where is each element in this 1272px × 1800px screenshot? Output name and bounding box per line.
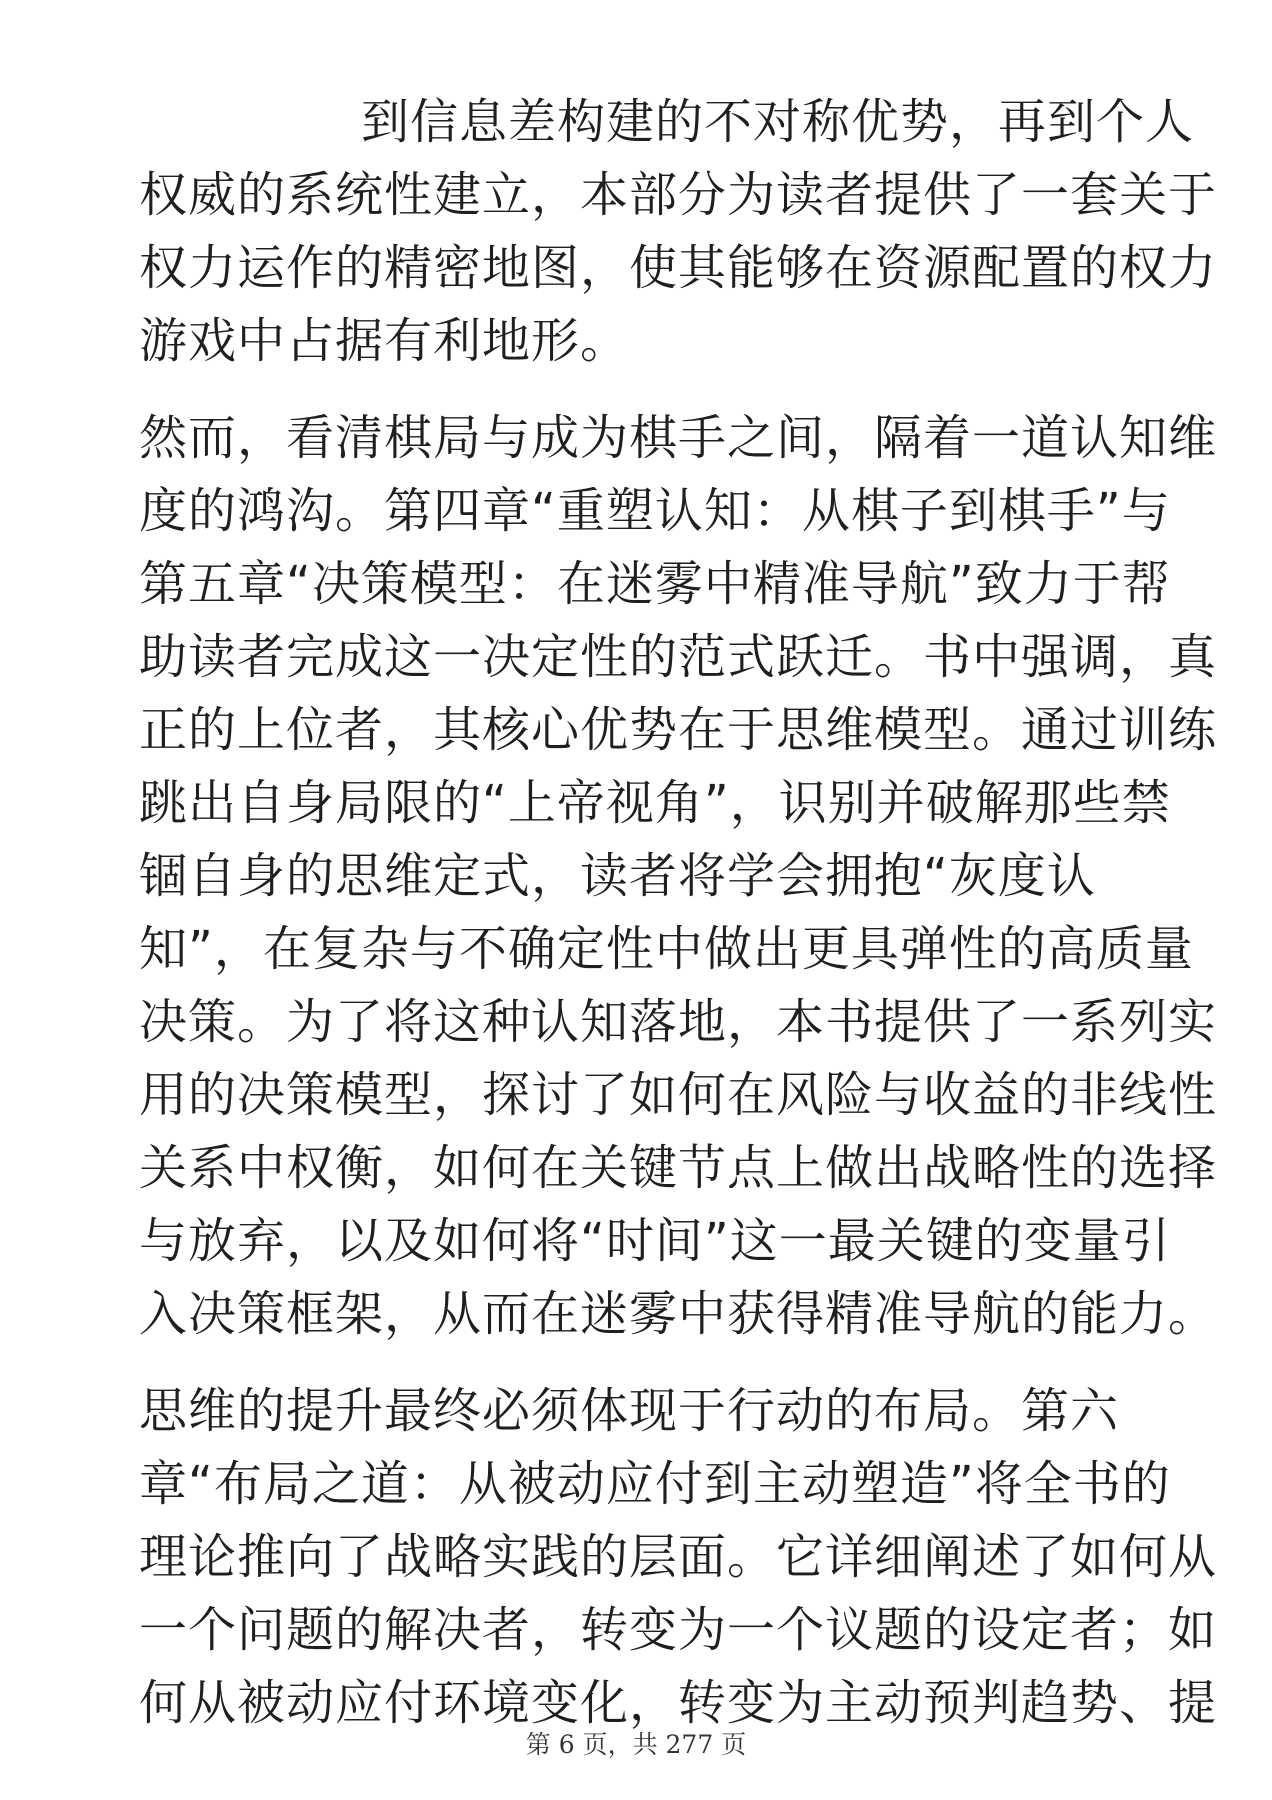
text-line: 助读者完成这一决定性的范式跃迁。书中强调，真 xyxy=(139,629,1218,685)
paragraph-gap xyxy=(139,1351,1139,1375)
text-line: 到信息差构建的不对称优势，再到个人 xyxy=(361,94,1195,150)
text-line: 然而，看清棋局与成为棋手之间，隔着一道认知维 xyxy=(139,410,1218,466)
paragraph-gap xyxy=(139,378,1139,402)
paragraph-3 xyxy=(139,1375,1218,1740)
text-line: 跳出自身局限的“上帝视角”，识别并破解那些禁 xyxy=(139,775,1171,831)
text-line: 一个问题的解决者，转变为一个议题的设定者；如 xyxy=(139,1602,1218,1658)
paragraph-2 xyxy=(139,402,1218,1351)
text-line: 游戏中占据有利地形。 xyxy=(139,313,630,369)
text-line: 理论推向了战略实践的层面。它详细阐述了如何从 xyxy=(139,1529,1218,1585)
page-number-footer: 第 6 页，共 277 页 xyxy=(525,1730,747,1759)
text-line: 与放弃，以及如何将“时间”这一最关键的变量引 xyxy=(139,1213,1171,1269)
text-line: 知”，在复杂与不确定性中做出更具弹性的高质量 xyxy=(139,921,1194,977)
text-line: 正的上位者，其核心优势在于思维模型。通过训练 xyxy=(139,702,1218,758)
text-line: 何从被动应付环境变化，转变为主动预判趋势、提 xyxy=(139,1675,1218,1731)
paragraph-1 xyxy=(139,86,1218,378)
text-line: 决策。为了将这种认知落地，本书提供了一系列实 xyxy=(139,994,1218,1050)
text-line: 度的鸿沟。第四章“重塑认知：从棋子到棋手”与 xyxy=(139,483,1171,539)
text-line: 思维的提升最终必须体现于行动的布局。第六 xyxy=(139,1383,1120,1439)
text-line: 锢自身的思维定式，读者将学会拥抱“灰度认 xyxy=(139,848,1096,904)
text-line: 章“布局之道：从被动应付到主动塑造”将全书的 xyxy=(139,1456,1171,1512)
text-line: 入决策框架，从而在迷雾中获得精准导航的能力。 xyxy=(139,1286,1218,1342)
text-line: 关系中权衡，如何在关键节点上做出战略性的选择 xyxy=(139,1140,1218,1196)
text-line: 用的决策模型，探讨了如何在风险与收益的非线性 xyxy=(139,1067,1218,1123)
text-line: 第五章“决策模型：在迷雾中精准导航”致力于帮 xyxy=(139,556,1171,612)
page-body xyxy=(139,86,1218,1740)
text-line: 权威的系统性建立，本部分为读者提供了一套关于 xyxy=(139,167,1218,223)
text-line: 权力运作的精密地图，使其能够在资源配置的权力 xyxy=(139,240,1218,296)
